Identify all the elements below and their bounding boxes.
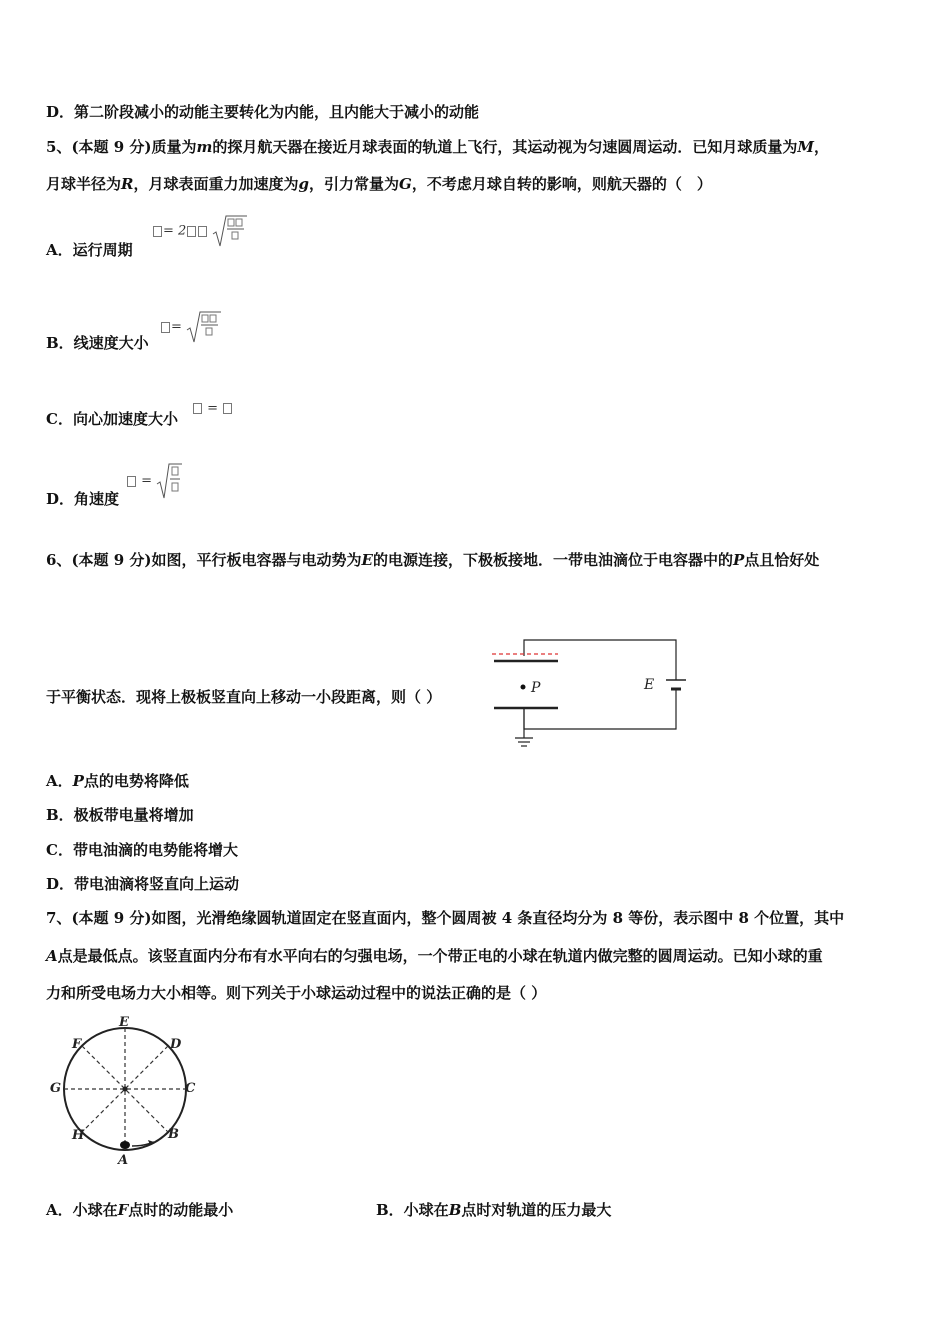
label-f: F (72, 1037, 82, 1052)
q7-number: 7、 (46, 909, 72, 927)
capacitor-circuit-figure (486, 632, 696, 757)
q7-option-a: A．小球在F点时的动能最小 (46, 1201, 234, 1219)
q6-option-c: C．带电油滴的电势能将增大 (46, 841, 238, 859)
label-d: D (170, 1037, 182, 1052)
ball (120, 1141, 130, 1149)
q6-score-tag: (本题 9 分) (71, 551, 152, 569)
q5-formula-b: = (160, 310, 222, 344)
radical-symbol (156, 462, 184, 500)
q5-stem-line1: 5、(本题 9 分)质量为m的探月航天器在接近月球表面的轨道上飞行，其运动视为匀速圆周运动．已知月球质量为M， (46, 138, 830, 156)
q5-option-d: D．角速度 (46, 490, 120, 508)
q6-stem-line1: 6、(本题 9 分)如图，平行板电容器与电动势为E的电源连接，下极板接地．一带电油滴位于电容器中的P点且恰好处 (46, 551, 820, 569)
label-a: A (118, 1153, 129, 1167)
q5-stem-line2: 月球半径为R，月球表面重力加速度为g，引力常量为G，不考虑月球自转的影响，则航天器的（ ） (46, 175, 712, 193)
q5-option-b: B．线速度大小 (46, 334, 149, 352)
radical-symbol (186, 310, 222, 344)
oil-drop-point (521, 685, 526, 690)
q5-formula-d: = (126, 462, 184, 500)
q5-number: 5、 (46, 138, 72, 156)
center-point (123, 1087, 128, 1092)
label-g: G (50, 1081, 62, 1096)
q7-stem-line3: 力和所受电场力大小相等。则下列关于小球运动过程中的说法正确的是（ ） (46, 984, 547, 1002)
q5-score-tag: (本题 9 分) (71, 138, 152, 156)
q6-option-d: D．带电油滴将竖直向上运动 (46, 875, 240, 893)
q7-stem-line2: A点是最低点。该竖直面内分布有水平向右的匀强电场，一个带正电的小球在轨道内做完整的圆周运动。已知小球的重 (46, 947, 823, 965)
q5-formula-c: = (192, 401, 233, 416)
label-h: H (72, 1128, 85, 1143)
label-p: P (531, 680, 541, 696)
label-b: B (168, 1127, 179, 1142)
circular-track-figure (44, 1012, 204, 1167)
q7-stem-line1: 7、(本题 9 分)如图，光滑绝缘圆轨道固定在竖直面内，整个圆周被 4 条直径均分为 8 等份，表示图中 8 个位置，其中 (46, 909, 845, 927)
q5-formula-a: = 2 (152, 214, 248, 248)
q5-option-c: C．向心加速度大小 (46, 410, 178, 428)
label-c: C (185, 1081, 196, 1096)
radical-symbol (212, 214, 248, 248)
q6-option-b: B．极板带电量将增加 (46, 806, 194, 824)
q7-option-b: B．小球在B点时对轨道的压力最大 (376, 1201, 612, 1219)
q6-option-a: A．P点的电势将降低 (46, 772, 189, 790)
q5-option-a: A．运行周期 (46, 241, 133, 259)
q6-number: 6、 (46, 551, 72, 569)
q4-option-d: D．第二阶段减小的动能主要转化为内能，且内能大于减小的动能 (46, 103, 480, 121)
label-e: E (644, 677, 655, 693)
q7-score-tag: (本题 9 分) (71, 909, 152, 927)
q6-stem-line2: 于平衡状态．现将上极板竖直向上移动一小段距离，则（ ） (46, 688, 442, 706)
label-e: E (119, 1015, 129, 1030)
